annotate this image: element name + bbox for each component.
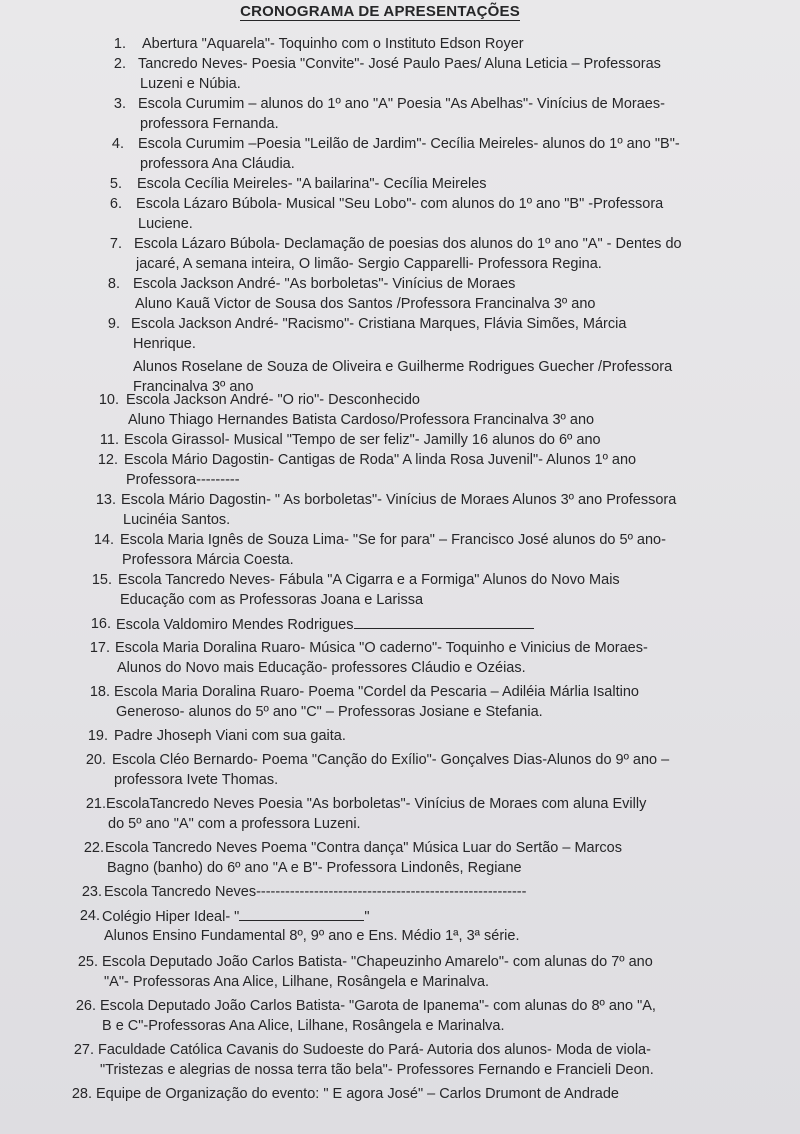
- item-text: Escola Tancredo Neves--------------------------------------------------------: [104, 884, 527, 900]
- item-number: 13.: [95, 492, 116, 508]
- fill-in-blank: [239, 906, 364, 921]
- item-text-line: [120, 530, 748, 550]
- item-text-line: [104, 926, 754, 946]
- item-text: Alunos do Novo mais Educação- professores Cláudio e Ozéias.: [117, 660, 526, 677]
- page-title: [0, 3, 760, 20]
- item-text-line: [128, 410, 736, 430]
- item-text-line: [118, 570, 750, 590]
- item-text-line: [142, 34, 732, 54]
- item-text: Escola Jackson André- "Racismo"- Cristiana Marques, Flávia Simões, Márcia: [131, 316, 627, 332]
- item-text: Escola Deputado João Carlos Batista- "Chapeuzinho Amarelo"- com alunas do 7º ano: [102, 954, 653, 970]
- item-text-line: [138, 94, 732, 114]
- item-text-line: [133, 334, 741, 354]
- item-text: Aluno Kauã Victor de Sousa dos Santos /Professora Francinalva 3º ano: [135, 296, 596, 313]
- item-number: 12.: [97, 452, 118, 468]
- item-number: 11.: [99, 432, 119, 448]
- item-text-line: [131, 314, 739, 334]
- item-text: Escola Deputado João Carlos Batista- "Garota de Ipanema"- com alunas do 8º ano "A,: [100, 998, 656, 1014]
- item-text-line: [117, 658, 753, 678]
- item-text-line: [122, 550, 750, 570]
- item-number: 18.: [89, 684, 110, 700]
- item-text-line: [140, 74, 734, 94]
- item-number: 19.: [87, 728, 108, 744]
- item-text: Escola Cléo Bernardo- Poema "Canção do Exílio"- Gonçalves Dias-Alunos do 9º ano –: [112, 752, 670, 768]
- item-text-line: [120, 590, 752, 610]
- item-text-line: [126, 470, 746, 490]
- item-number: 6.: [109, 196, 122, 212]
- item-text: professora Fernanda.: [140, 116, 279, 133]
- item-text: do 5º ano "A" com a professora Luzeni.: [108, 816, 361, 833]
- item-text-line: [138, 214, 736, 234]
- item-text: Lucinéia Santos.: [123, 512, 231, 529]
- item-number: 7.: [109, 236, 122, 252]
- item-text-line: [107, 858, 757, 878]
- item-text-line: [126, 390, 734, 410]
- item-text-line: [105, 838, 755, 858]
- item-text-line: [124, 450, 744, 470]
- item-text-line: [140, 154, 734, 174]
- item-text-line: [104, 972, 764, 992]
- item-text-line: [121, 490, 745, 510]
- item-text-line: [115, 638, 751, 658]
- item-text-line: [114, 726, 514, 746]
- item-text: Henrique.: [133, 336, 196, 353]
- item-text: Colégio Hiper Ideal- ": [102, 909, 240, 925]
- item-text-line: [136, 194, 734, 214]
- item-text-line: [133, 357, 741, 377]
- item-text-line: [102, 952, 762, 972]
- item-text: Escola Lázaro Búbola- Declamação de poesias dos alunos do 1º ano "A" - Dentes do: [134, 236, 682, 252]
- item-text: Escola Jackson André- "O rio"- Desconhecido: [126, 392, 420, 408]
- item-number: 8.: [107, 276, 120, 292]
- item-text-line: [104, 882, 564, 902]
- item-text-line: [124, 430, 734, 450]
- item-text: EscolaTancredo Neves Poesia "As borboletas"- Vinícius de Moraes com aluna Evilly: [106, 796, 647, 812]
- item-text-line: [136, 254, 736, 274]
- item-text: Alunos Ensino Fundamental 8º, 9º ano e Ens. Médio 1ª, 3ª série.: [104, 928, 520, 945]
- item-text: Aluno Thiago Hernandes Batista Cardoso/Professora Francinalva 3º ano: [128, 412, 595, 429]
- item-number: 3.: [113, 96, 126, 112]
- item-text-line: [100, 1060, 766, 1080]
- item-number: 26.: [75, 998, 96, 1014]
- item-number: 9.: [107, 316, 120, 332]
- item-text: Escola Maria Ignês de Souza Lima- "Se for para" – Francisco José alunos do 5º ano-: [120, 532, 666, 548]
- page-title-text: CRONOGRAMA DE APRESENTAÇÕES: [240, 3, 520, 20]
- item-text: Escola Jackson André- "As borboletas"- Vinícius de Moraes: [133, 276, 516, 292]
- item-number: 23.: [81, 884, 102, 900]
- item-text: "A"- Professoras Ana Alice, Lilhane, Rosângela e Marinalva.: [104, 974, 490, 991]
- item-number: 14.: [93, 532, 114, 548]
- item-text: Escola Cecília Meireles- "A bailarina"- Cecília Meireles: [137, 176, 487, 192]
- item-text: jacaré, A semana inteira, O limão- Sergio Capparelli- Professora Regina.: [136, 256, 602, 273]
- item-text-line: [100, 996, 762, 1016]
- item-number: 15.: [91, 572, 112, 588]
- item-text: Luciene.: [138, 216, 193, 233]
- item-number: 2.: [113, 56, 126, 72]
- item-number: 5.: [109, 176, 122, 192]
- item-text-line: [138, 54, 732, 74]
- item-text: Escola Tancredo Neves- Fábula "A Cigarra e a Formiga" Alunos do Novo Mais: [118, 572, 620, 588]
- item-text: B e C"-Professoras Ana Alice, Lilhane, Rosângela e Marinalva.: [102, 1018, 505, 1035]
- item-text: Escola Mário Dagostin- " As borboletas"- Vinícius de Moraes Alunos 3º ano Professora: [121, 492, 677, 508]
- item-number: 17.: [89, 640, 110, 656]
- item-text-line: [102, 1016, 764, 1036]
- item-text: Faculdade Católica Cavanis do Sudoeste do Pará- Autoria dos alunos- Moda de viola-: [98, 1042, 651, 1058]
- item-text-line: [138, 134, 732, 154]
- item-text: Escola Valdomiro Mendes Rodrigues: [116, 617, 354, 633]
- item-text: professora Ivete Thomas.: [114, 772, 279, 789]
- item-text-line: [134, 234, 734, 254]
- item-number: 20.: [85, 752, 106, 768]
- item-text-line: [116, 702, 756, 722]
- item-text-line: [135, 294, 735, 314]
- item-text-line: [96, 1084, 736, 1104]
- item-text: "Tristezas e alegrias de nossa terra tão bela"- Professores Fernando e Francieli Deon.: [100, 1062, 654, 1079]
- item-text-line: [112, 750, 756, 770]
- item-text: Alunos Roselane de Souza de Oliveira e Guilherme Rodrigues Guecher /Professora: [133, 358, 673, 375]
- item-text: Escola Maria Doralina Ruaro- Poema "Cordel da Pescaria – Adiléia Márlia Isaltino: [114, 684, 639, 700]
- item-text: Escola Tancredo Neves Poema "Contra dança" Música Luar do Sertão – Marcos: [105, 840, 622, 856]
- item-text: Equipe de Organização do evento: " E agora José" – Carlos Drumont de Andrade: [96, 1086, 619, 1102]
- item-text: Escola Maria Doralina Ruaro- Música "O caderno"- Toquinho e Vinicius de Moraes-: [115, 640, 648, 656]
- item-text-line: [116, 614, 566, 635]
- item-number: 10.: [98, 392, 119, 408]
- item-text: Professora---------: [126, 472, 240, 489]
- item-text: Luzeni e Núbia.: [140, 76, 241, 93]
- item-text-line: [102, 906, 752, 927]
- item-text-line: [106, 794, 754, 814]
- item-number: 22.: [83, 840, 104, 856]
- item-text: Professora Márcia Coesta.: [122, 552, 294, 569]
- item-text: Padre Jhoseph Viani com sua gaita.: [114, 728, 346, 744]
- item-text-line: [140, 114, 734, 134]
- item-number: 27.: [73, 1042, 94, 1058]
- closing-quote: ": [364, 909, 370, 925]
- item-text-line: [123, 510, 747, 530]
- item-text: Generoso- alunos do 5º ano "C" – Professoras Josiane e Stefania.: [116, 704, 543, 721]
- item-number: 16.: [90, 616, 111, 632]
- item-number: 25.: [77, 954, 98, 970]
- item-text: Escola Girassol- Musical "Tempo de ser feliz"- Jamilly 16 alunos do 6º ano: [124, 432, 601, 448]
- item-number: 1.: [113, 36, 126, 52]
- fill-in-blank: [354, 614, 534, 629]
- item-text: Escola Curumim – alunos do 1º ano "A" Poesia "As Abelhas"- Vinícius de Moraes-: [138, 96, 665, 112]
- item-text-line: [114, 770, 758, 790]
- item-text: Escola Lázaro Búbola- Musical "Seu Lobo"- com alunos do 1º ano "B" -Professora: [136, 196, 664, 212]
- item-text: Educação com as Professoras Joana e Larissa: [120, 592, 424, 609]
- item-text: Tancredo Neves- Poesia "Convite"- José Paulo Paes/ Aluna Leticia – Professoras: [138, 56, 661, 72]
- item-text: Francinalva 3º ano: [133, 379, 254, 396]
- item-text: Abertura "Aquarela"- Toquinho com o Instituto Edson Royer: [142, 36, 524, 52]
- item-text: Escola Mário Dagostin- Cantigas de Roda" A linda Rosa Juvenil"- Alunos 1º ano: [124, 452, 637, 468]
- item-number: 24.: [79, 908, 100, 924]
- item-text-line: [108, 814, 756, 834]
- item-text: Bagno (banho) do 6º ano "A e B"- Professora Lindonês, Regiane: [107, 860, 522, 877]
- item-text-line: [133, 274, 733, 294]
- item-text: Escola Curumim –Poesia "Leilão de Jardim"- Cecília Meireles- alunos do 1º ano "B"-: [138, 136, 680, 152]
- item-text-line: [98, 1040, 764, 1060]
- item-number: 21.: [85, 796, 106, 812]
- item-text: professora Ana Cláudia.: [140, 156, 295, 173]
- item-number: 4.: [111, 136, 124, 152]
- item-number: 28.: [71, 1086, 92, 1102]
- item-text-line: [137, 174, 517, 194]
- item-text-line: [114, 682, 754, 702]
